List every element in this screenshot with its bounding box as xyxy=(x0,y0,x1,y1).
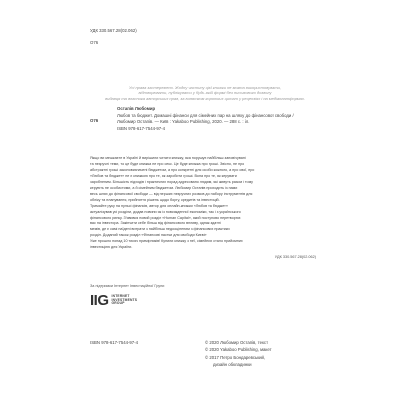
annotation-line: Тримайте руку на пульсі фінансів, автор для онлайн-книжки «Любов та бюджет» xyxy=(90,203,228,208)
iig-logo-mark: IIG xyxy=(90,292,109,309)
annotation xyxy=(90,156,314,251)
iig-logo-line: INVESTMENTS xyxy=(111,297,138,302)
annotation-line: розділ. Доданий також розділ «Фінансові пастки для свободи Києві» xyxy=(90,233,207,238)
record-line: Любов та бюджет. Домашні фінанси для сімейних пар на шляху до фінансової свободи / xyxy=(117,112,294,118)
record-line: Любомир Остапів. — Київ : Yakaboo Publishing, 2020. — 288 с. : іл. xyxy=(117,119,250,125)
catalog-record xyxy=(117,106,327,132)
annotation-line: керують не особистими, а й сімейним бюджетом. Любомир Остапів проходить із нами xyxy=(90,185,238,190)
author-sign: О76 xyxy=(90,118,99,123)
support-text: За підтримки Інтернет Інвестиційної Групи xyxy=(90,284,165,288)
isbn-bottom: ISBN 978-617-7544-97-4 xyxy=(90,340,139,345)
copyright-line: © 2020 Любомир Остапів, текст xyxy=(205,340,269,345)
isbn-line: ISBN 978-617-7544-97-4 xyxy=(117,125,166,131)
copyright-block xyxy=(205,340,315,368)
annotation-line: обліку та планування, прийняття рішень щодо боргу, кредитів та інвестицій. xyxy=(90,197,220,202)
epigraph-line: відтворювати, публікувати у будь-якій формі без письмового дозволу xyxy=(138,90,272,96)
annotation-line: фінансового ринку. З'явився новий розділ «Human Capital», який поступово перетворює xyxy=(90,215,241,220)
annotation-line: абстрактні гроші законовизначені бюджетом, а про конкретні для особи кожного, а про свої, про xyxy=(90,167,255,172)
copyright-line: © 2017 Петро Бондаревський, xyxy=(205,354,266,360)
epigraph xyxy=(100,85,310,101)
author-name: Остапів Любомир xyxy=(117,106,156,111)
copyright-line: дизайн обкладинки xyxy=(213,362,252,368)
copyright-line: © 2020 Yakaboo Publishing, макет xyxy=(205,347,272,353)
annotation-line: мемів, де є самі наїдені витрати з найбільш недооціненим з фінансових практики xyxy=(90,227,230,232)
udk-bottom: УДК 330.567.28(02.062) xyxy=(274,255,316,259)
iig-logo xyxy=(90,293,137,308)
annotation-line: «Любов та бюджет» не є книжкою про те, як заробити гроші. Вона про те, як керувати xyxy=(90,173,237,178)
annotation-line: та незручні теми, то це буде книжка не про секс. Це буде книжка про гроші. Звісно, не про xyxy=(90,161,245,166)
iig-logo-line: INTERNET xyxy=(111,293,130,298)
epigraph-line: видавця та власника авторських прав, за винятком коротких цитат у рецензіях і на медіаплатформах. xyxy=(105,95,305,101)
iig-logo-text xyxy=(112,295,138,306)
annotation-line: інвестицією для України. xyxy=(90,245,133,250)
annotation-line: вас на інвестора. Закінчити себе більш від фінансового впливу, однак здатні xyxy=(90,221,221,226)
annotation-line: весь шлях до фінансової свободи — від перших незручних розмов до набору інструментів для xyxy=(90,191,253,196)
bbk-label: О76 xyxy=(90,40,99,45)
annotation-line: Уже прошло понад 10 тисяч примірників! Купили книжку з неї, сімейних стало прийомних xyxy=(90,239,243,244)
udk-label: УДК 330.567.28(02.062) xyxy=(90,28,137,33)
iig-logo-line: GROUP xyxy=(111,301,125,306)
annotation-line: актуалізував усі розділи, додав новини як із повсякденної економіки, так і з українського xyxy=(90,209,241,214)
annotation-line: заробленим. Більшість підходів і практичних порад адресовано людям, які живуть разом і тому xyxy=(90,179,253,184)
annotation-line: Якщо ви мешкаєте в Україні й вирішили читати книжку, яка порушує найбільш заповічувані xyxy=(90,156,246,160)
epigraph-line: Усі права застережено. Жодну частину цієї книжки не можна використовувати, xyxy=(128,85,282,90)
